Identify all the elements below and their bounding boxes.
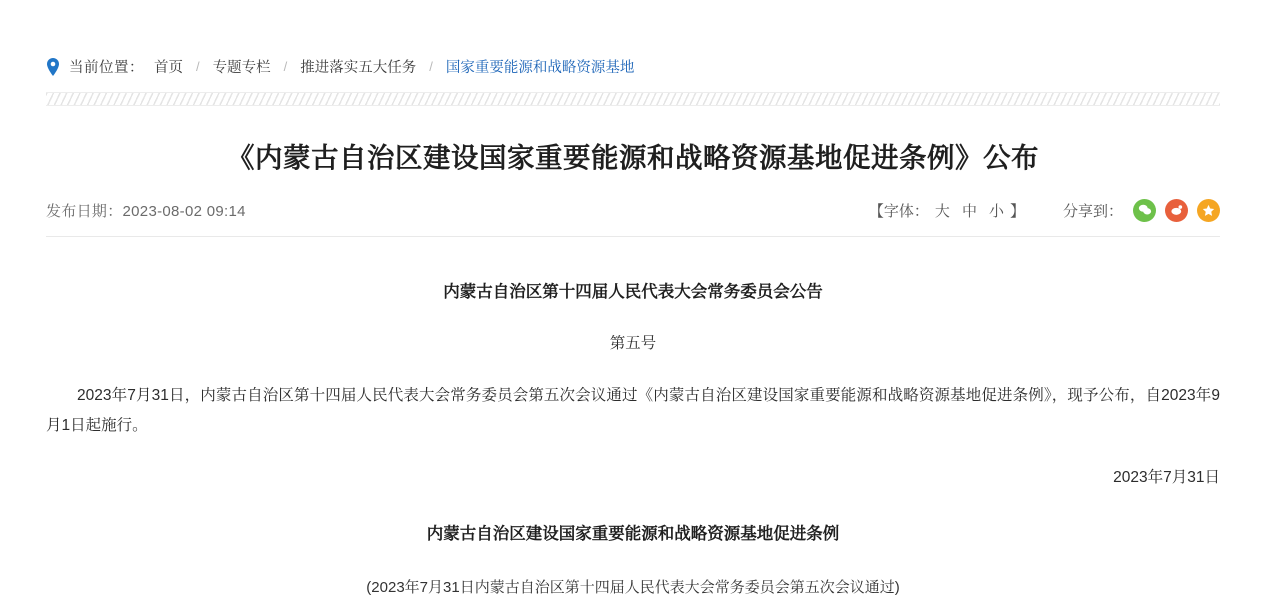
breadcrumb-label: 当前位置： (69, 59, 144, 76)
article-body (46, 262, 1220, 603)
breadcrumb-item-home[interactable]: 首页 (154, 59, 183, 76)
font-size-label: 【字体： (868, 202, 929, 220)
location-pin-icon (46, 58, 60, 76)
publish-date (46, 200, 246, 221)
signature-date: 2023年7月31日 (1113, 469, 1220, 486)
share-label: 分享到： (1062, 202, 1123, 220)
font-size-medium[interactable]: 中 (961, 202, 977, 220)
breadcrumb-item-special-column[interactable]: 专题专栏 (212, 59, 271, 76)
announcement-title: 内蒙古自治区第十四届人民代表大会常务委员会公告 (443, 283, 823, 301)
font-size-small[interactable]: 小 (988, 202, 1004, 220)
breadcrumb (0, 0, 1266, 80)
breadcrumb-separator: / (283, 58, 288, 74)
article-tools (869, 199, 1220, 222)
breadcrumb-separator: / (429, 58, 433, 74)
publish-date-value: 2023-08-02 09:14 (122, 202, 246, 220)
meta-divider (46, 236, 1220, 237)
breadcrumb-item-energy-base[interactable]: 国家重要能源和战略资源基地 (445, 59, 635, 76)
font-size-switcher (869, 200, 1025, 221)
regulation-title: 内蒙古自治区建设国家重要能源和战略资源基地促进条例 (426, 525, 840, 543)
regulation-subtitle: (2023年7月31日内蒙古自治区第十四届人民代表大会常务委员会第五次会议通过) (366, 579, 900, 596)
breadcrumb-item-five-tasks[interactable]: 推进落实五大任务 (300, 59, 417, 76)
wechat-share-icon[interactable] (1133, 199, 1156, 222)
font-size-large[interactable]: 大 (934, 202, 950, 220)
breadcrumb-separator: / (196, 58, 200, 74)
favorite-share-icon[interactable] (1197, 199, 1220, 222)
decorative-hatched-divider (46, 92, 1220, 106)
page-title: 《内蒙古自治区建设国家重要能源和战略资源基地促进条例》公布 (227, 142, 1039, 174)
announcement-number: 第五号 (609, 335, 657, 352)
font-size-label-end: 】 (1009, 202, 1025, 220)
publish-date-label: 发布日期： (46, 202, 123, 220)
weibo-share-icon[interactable] (1165, 199, 1188, 222)
share-icon-group (1133, 199, 1220, 222)
announcement-paragraph: 2023年7月31日，内蒙古自治区第十四届人民代表大会常务委员会第五次会议通过《内蒙古自治区建设国家重要能源和战略资源基地促进条例》，现予公布，自2023年9月1日起施行。 (46, 387, 1220, 434)
article-meta-row (46, 192, 1220, 228)
